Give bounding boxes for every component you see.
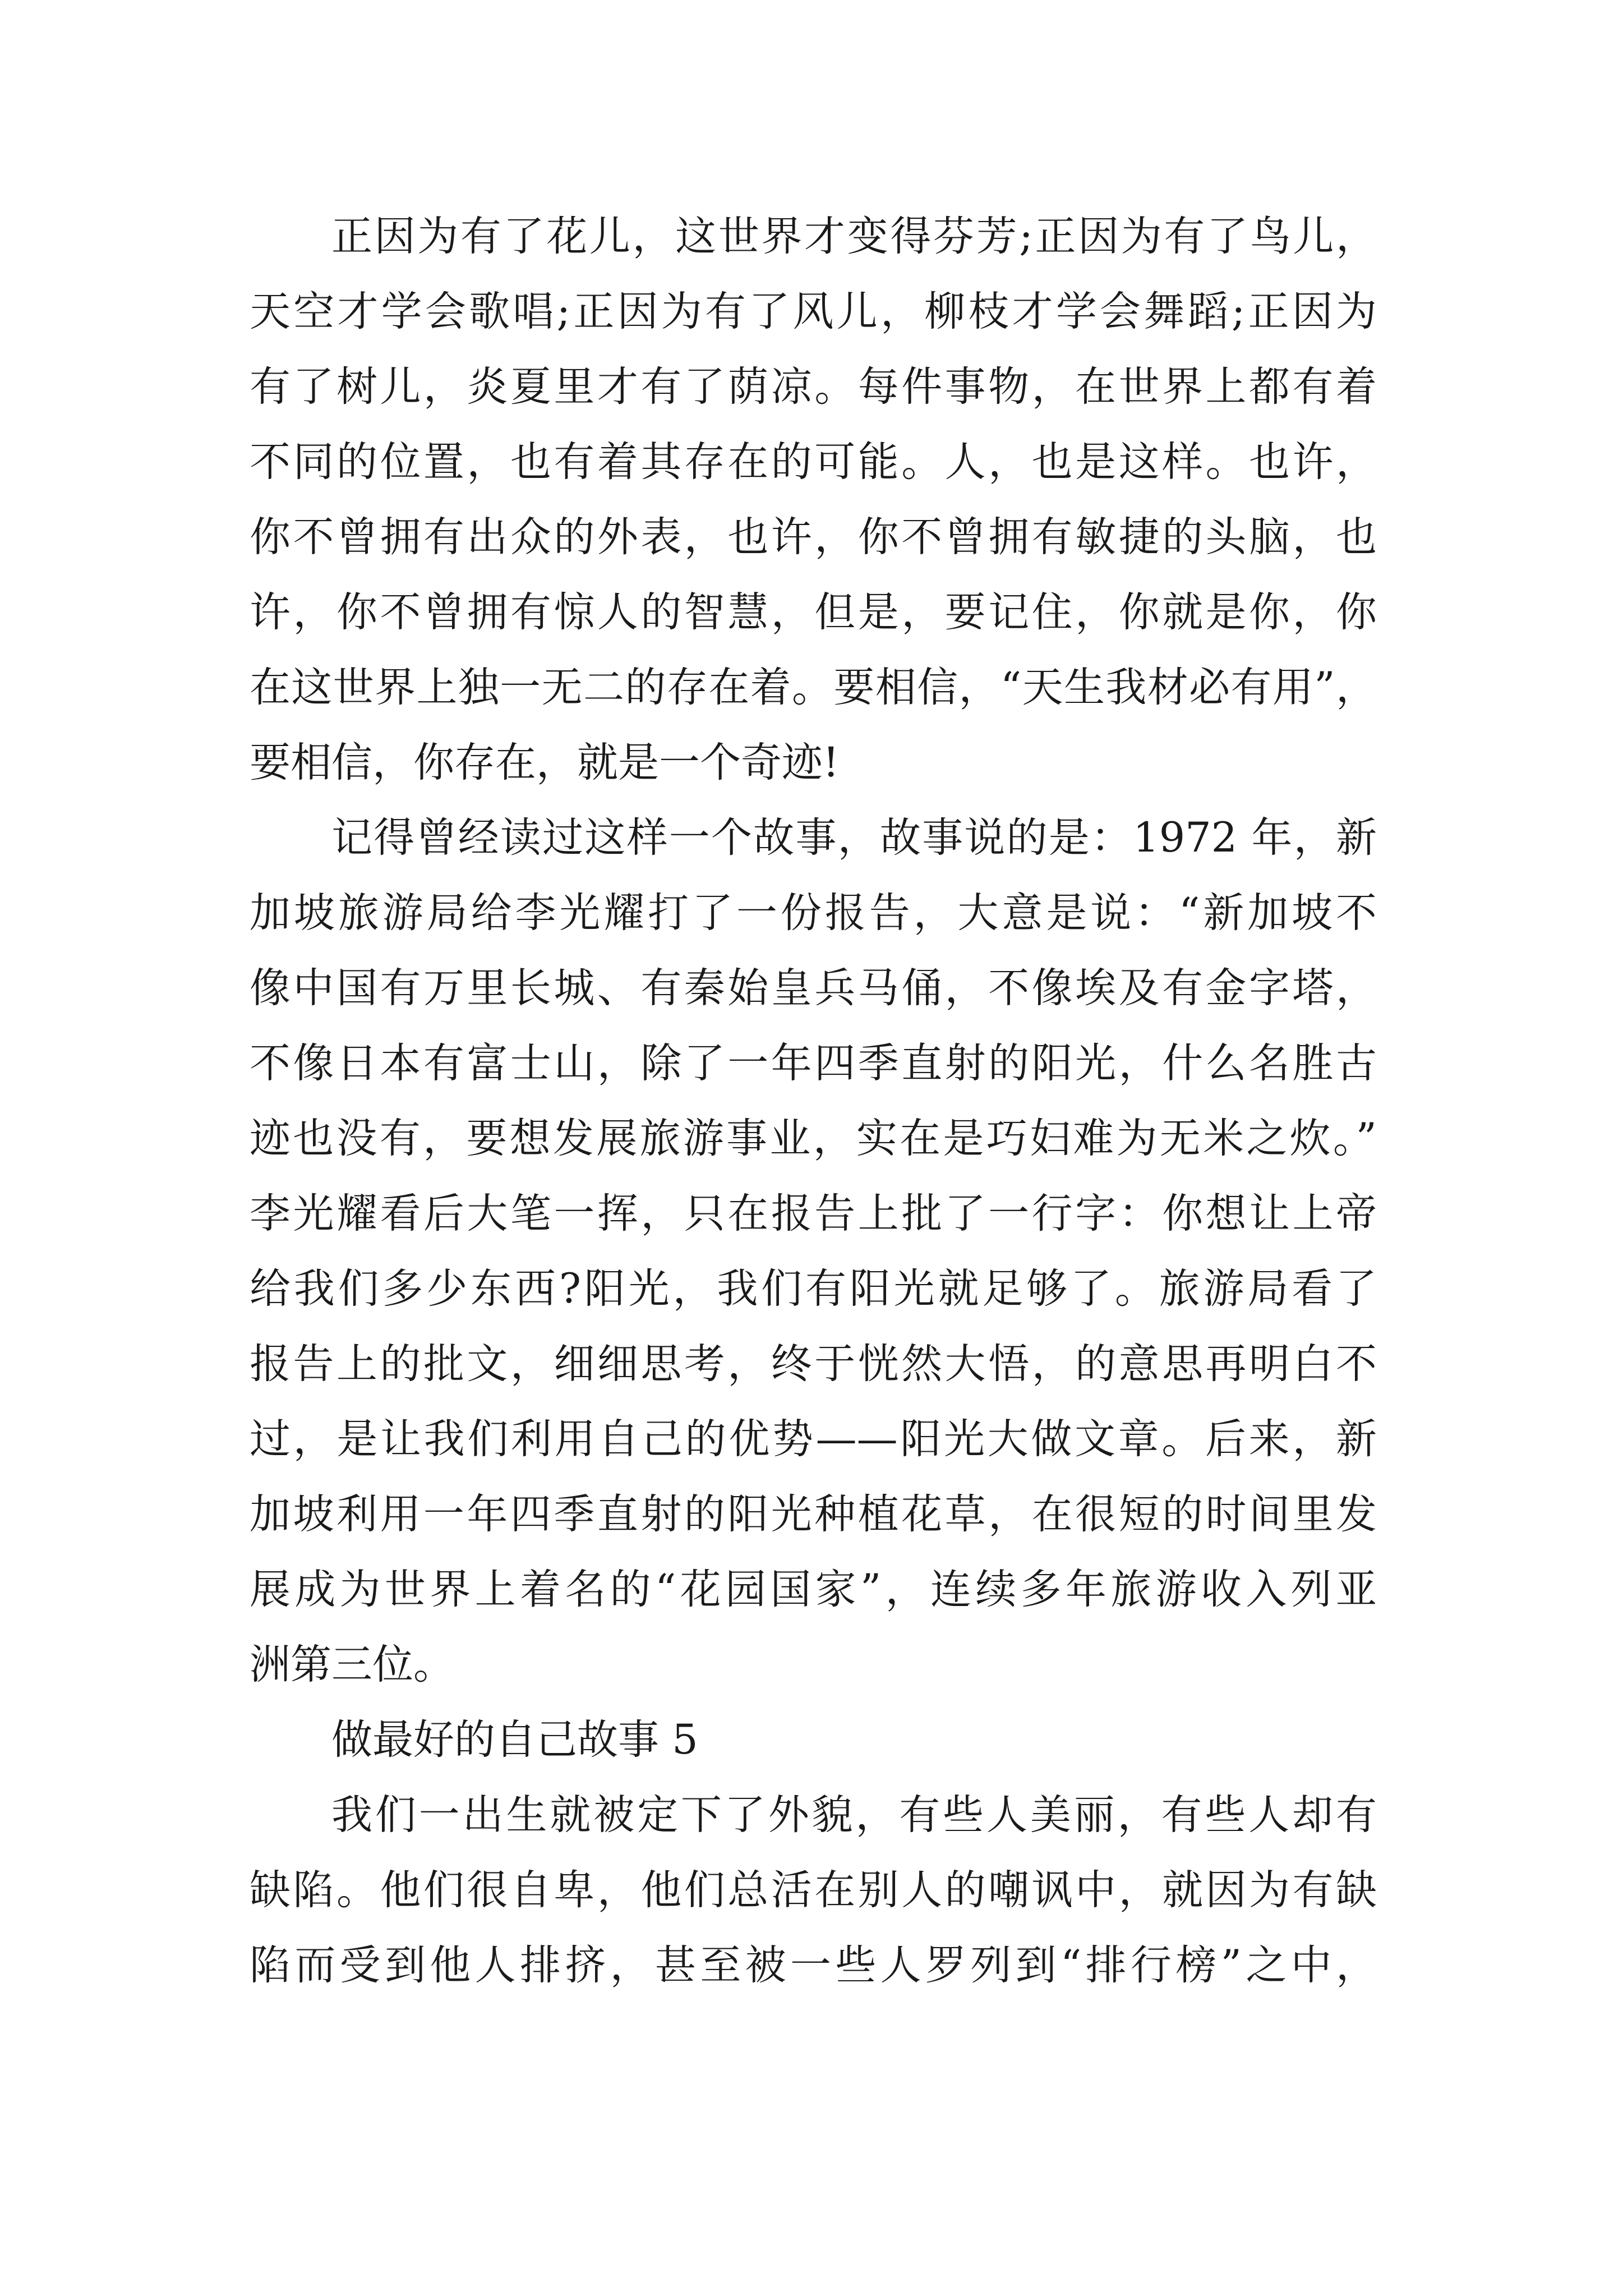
- text-line: 陷而受到他人排挤，甚至被一些人罗列到“排行榜”之中，: [250, 1941, 1377, 1989]
- text-line: 不像日本有富士山，除了一年四季直射的阳光，什么名胜古: [250, 1039, 1377, 1087]
- text-line: 缺陷。他们很自卑，他们总活在别人的嘲讽中，就因为有缺: [250, 1866, 1377, 1914]
- text-line: 展成为世界上着名的“花园国家”，连续多年旅游收入列亚: [250, 1566, 1377, 1613]
- text-line: 正因为有了花儿，这世界才变得芬芳;正因为有了鸟儿，: [331, 213, 1377, 260]
- text-line: 在这世界上独一无二的存在着。要相信，“天生我材必有用”，: [250, 664, 1377, 711]
- text-line: 给我们多少东西?阳光，我们有阳光就足够了。旅游局看了: [250, 1265, 1377, 1313]
- text-line: 洲第三位。: [250, 1641, 454, 1688]
- text-line: 你不曾拥有出众的外表，也许，你不曾拥有敏捷的头脑，也: [250, 513, 1377, 561]
- text-line: 像中国有万里长城、有秦始皇兵马俑，不像埃及有金字塔，: [250, 964, 1377, 1012]
- text-line: 不同的位置，也有着其存在的可能。人，也是这样。也许，: [250, 438, 1377, 486]
- text-line: 要相信，你存在，就是一个奇迹!: [250, 739, 840, 786]
- text-line: 加坡利用一年四季直射的阳光种植花草，在很短的时间里发: [250, 1490, 1377, 1538]
- text-line: 许，你不曾拥有惊人的智慧，但是，要记住，你就是你，你: [250, 588, 1377, 636]
- text-line: 迹也没有，要想发展旅游事业，实在是巧妇难为无米之炊。”: [250, 1115, 1377, 1162]
- text-line: 报告上的批文，细细思考，终于恍然大悟，的意思再明白不: [250, 1340, 1377, 1388]
- document-body: [250, 199, 1377, 2003]
- text-line: 李光耀看后大笔一挥，只在报告上批了一行字：你想让上帝: [250, 1190, 1377, 1237]
- text-line: 天空才学会歌唱;正因为有了风儿，柳枝才学会舞蹈;正因为: [250, 288, 1377, 335]
- text-line: 加坡旅游局给李光耀打了一份报告，大意是说：“新加坡不: [250, 889, 1377, 937]
- section-heading: 做最好的自己故事 5: [331, 1716, 698, 1764]
- text-line: 我们一出生就被定下了外貌，有些人美丽，有些人却有: [331, 1791, 1377, 1839]
- text-line: 过，是让我们利用自己的优势——阳光大做文章。后来，新: [250, 1415, 1377, 1463]
- text-line: 记得曾经读过这样一个故事，故事说的是：1972 年，新: [331, 814, 1377, 862]
- text-line: 有了树儿，炎夏里才有了荫凉。每件事物，在世界上都有着: [250, 363, 1377, 411]
